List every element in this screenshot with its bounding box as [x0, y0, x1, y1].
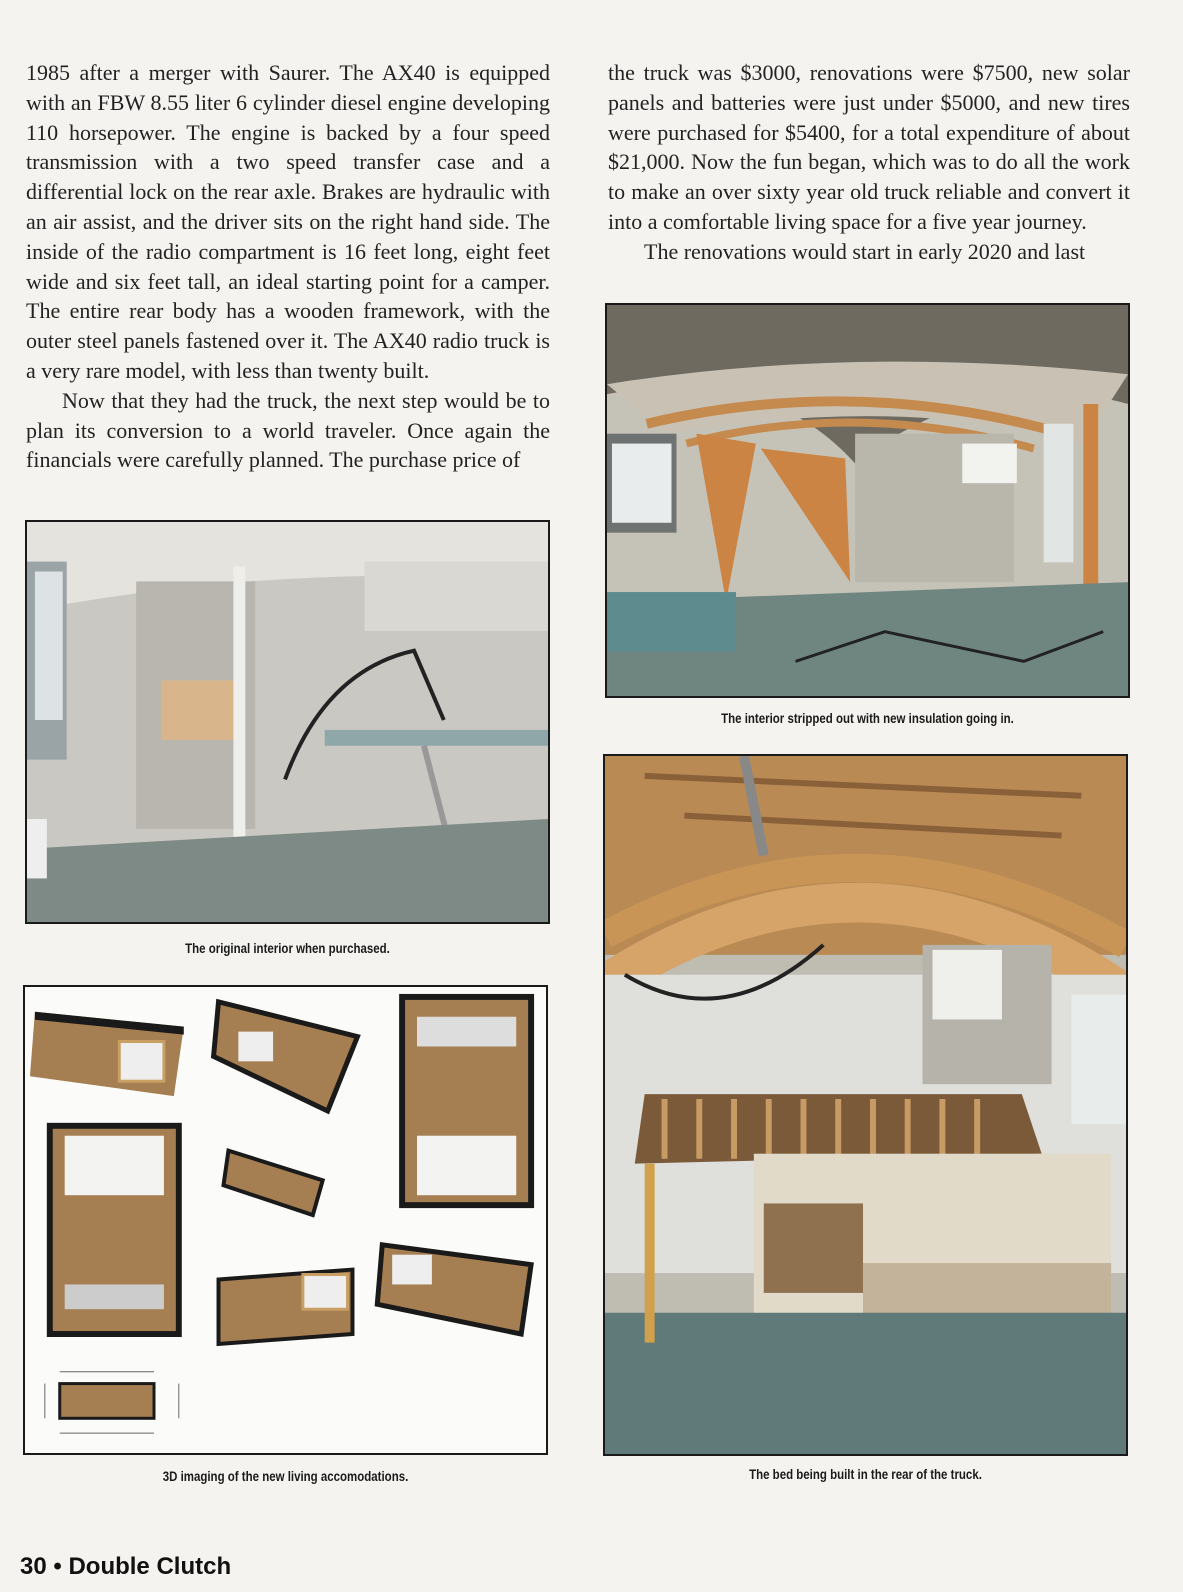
bed-build-caption: The bed being built in the rear of the truck.	[749, 1466, 982, 1482]
magazine-title: Double Clutch	[68, 1553, 232, 1580]
page-footer	[20, 1553, 231, 1581]
floorplan-renders-caption: 3D imaging of the new living accomodations.	[162, 1468, 409, 1484]
original-interior-caption: The original interior when purchased.	[185, 940, 390, 956]
paragraph: Now that they had the truck, the next step would be to plan its conversion to a world traveler. Once again the financials were carefully planned. The purchase price of	[26, 387, 550, 473]
bed-build-photo	[603, 754, 1128, 1456]
stripped-interior-caption: The interior stripped out with new insulation going in.	[721, 710, 1014, 726]
original-interior-photo	[25, 520, 550, 924]
page-number: 30	[20, 1553, 47, 1580]
floorplan-renders-photo	[23, 985, 548, 1455]
left-text-column	[26, 58, 550, 475]
paragraph: 1985 after a merger with Saurer. The AX40 is equipped with an FBW 8.55 liter 6 cylinder diesel engine developing 110 horsepower. The engine is backed by a four speed transmission with a two speed transfer case and a differential lock on the rear axle. Brakes are hydraulic with an air assist, and the driver sits on the right hand side. The inside of the radio compartment is 16 feet long, eight feet wide and six feet tall, an ideal starting point for a camper. The entire rear body has a wooden framework, with the outer steel panels fastened over it. The AX40 radio truck is a very rare model, with less than twenty built.	[26, 60, 550, 383]
right-text-column	[608, 58, 1130, 267]
paragraph: the truck was $3000, renovations were $7500, new solar panels and batteries were just under $5000, and new tires were purchased for $5400, for a total expenditure of about $21,000. Now the fun began, which was to do all the work to make an over sixty year old truck reliable and convert it into a comfortable living space for a five year journey.	[608, 60, 1130, 234]
paragraph: The renovations would start in early 2020 and last	[644, 238, 1086, 264]
footer-separator: •	[53, 1553, 62, 1580]
stripped-interior-photo	[605, 303, 1130, 698]
